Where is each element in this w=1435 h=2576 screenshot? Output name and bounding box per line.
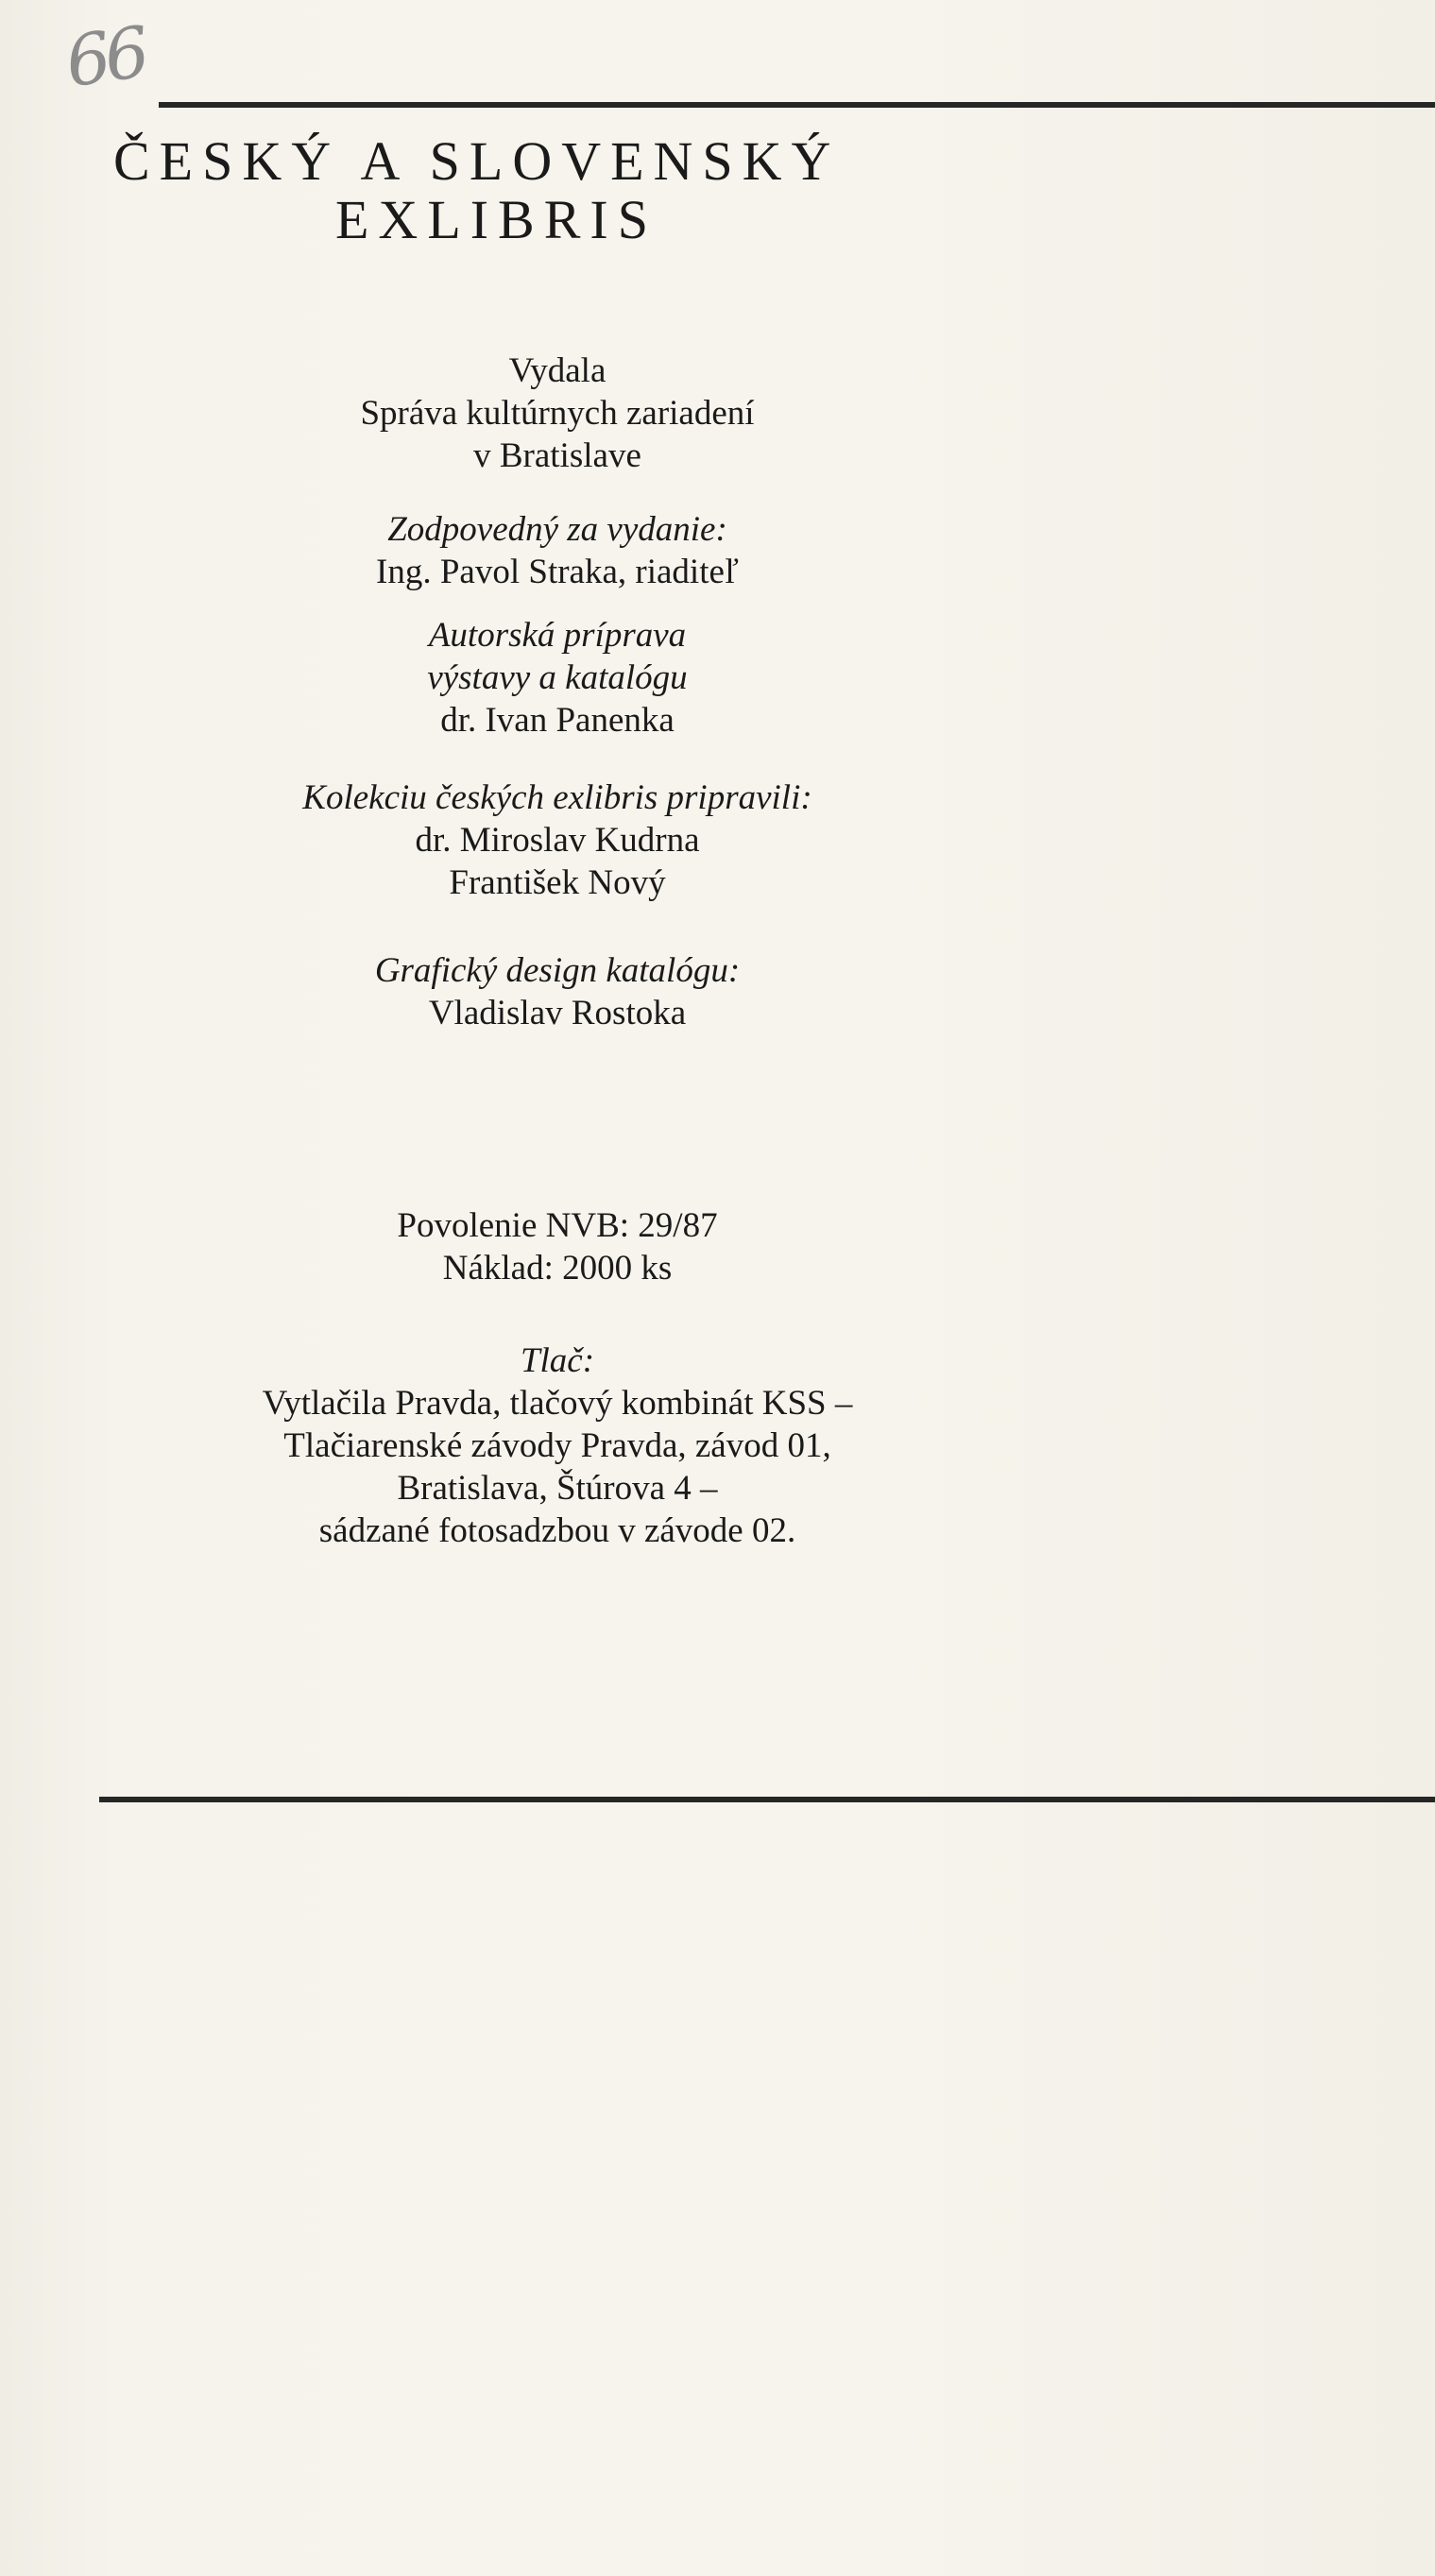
collection-name-1: dr. Miroslav Kudrna <box>415 821 700 860</box>
collection-block <box>85 776 1030 904</box>
author-block <box>85 614 1030 742</box>
editor-name: Ing. Pavol Straka, riaditeľ <box>376 553 739 591</box>
design-label: Grafický design katalógu: <box>374 951 741 990</box>
publisher-block <box>85 350 1030 477</box>
publisher-name-line-1: Správa kultúrnych zariadení <box>360 394 755 433</box>
editor-block <box>85 508 1030 593</box>
design-name: Vladislav Rostoka <box>428 994 687 1032</box>
design-block <box>85 949 1030 1034</box>
print-line-1: Vytlačila Pravda, tlačový kombinát KSS – <box>262 1384 853 1423</box>
print-label: Tlač: <box>520 1341 595 1380</box>
publisher-name-line-2: v Bratislave <box>473 436 641 475</box>
top-rule <box>159 102 1435 108</box>
editor-label: Zodpovedný za vydanie: <box>387 510 727 549</box>
permit-block <box>85 1204 1030 1289</box>
permit-line-1: Povolenie NVB: 29/87 <box>397 1206 718 1245</box>
bottom-rule <box>99 1797 1435 1802</box>
author-name: dr. Ivan Panenka <box>440 701 675 740</box>
page-title <box>113 132 1001 249</box>
print-line-2: Tlačiarenské závody Pravda, závod 01, <box>283 1426 831 1465</box>
collection-name-2: František Nový <box>449 863 666 902</box>
print-block <box>85 1339 1030 1552</box>
title-line-1: ČESKÝ A SLOVENSKÝ <box>113 130 841 192</box>
publisher-label: Vydala <box>508 351 606 390</box>
print-line-3: Bratislava, Štúrova 4 – <box>397 1469 718 1508</box>
author-label-line-1: Autorská príprava <box>428 616 687 655</box>
print-line-4: sádzané fotosadzbou v závode 02. <box>318 1511 796 1550</box>
permit-line-2: Náklad: 2000 ks <box>442 1249 673 1288</box>
collection-label: Kolekciu českých exlibris pripravili: <box>302 778 812 817</box>
author-label-line-2: výstavy a katalógu <box>427 658 688 697</box>
handwritten-page-number: 66 <box>60 11 149 104</box>
title-line-2: EXLIBRIS <box>335 189 658 250</box>
